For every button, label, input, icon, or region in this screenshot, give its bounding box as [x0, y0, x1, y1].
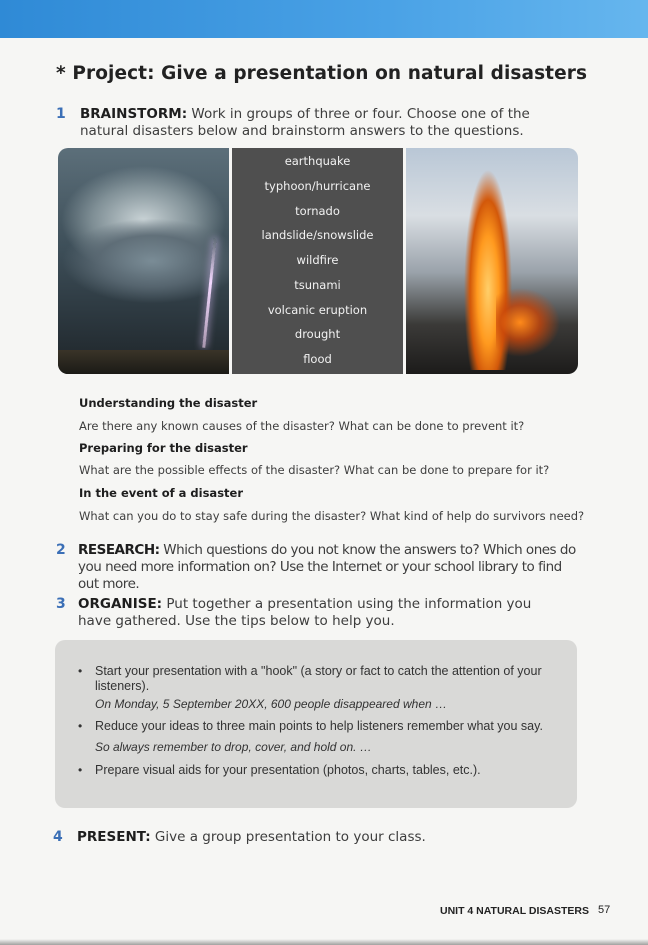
tip-example: On Monday, 5 September 20XX, 600 people disappeared when … [95, 697, 448, 711]
step-1-body: Work in groups of three or four. Choose one of the natural disasters below and brainstorm answers to the questions. [80, 106, 530, 139]
step-4-body: Give a group presentation to your class. [150, 829, 426, 845]
bullet-icon: • [78, 719, 83, 733]
tip-item [78, 719, 571, 734]
step-2-body: Which questions do you not know the answers to? Which ones do you need more information on? Use the Internet or your school library to find out more. [78, 542, 576, 592]
storm-ground [58, 350, 229, 374]
step-3-text [78, 596, 568, 630]
bullet-icon: • [78, 763, 83, 777]
lightning-bolt [202, 238, 216, 348]
disaster-item: drought [294, 327, 341, 342]
disaster-item: flood [303, 352, 332, 366]
tip-text: Prepare visual aids for your presentation (photos, charts, tables, etc.). [95, 763, 481, 777]
question-heading: Understanding the disaster [79, 396, 258, 410]
step-1-text [80, 106, 570, 140]
question-text: Are there any known causes of the disaster? What can be done to prevent it? [79, 419, 525, 433]
lava-flow [496, 288, 576, 374]
step-4-text [77, 829, 567, 846]
step-2-text [78, 542, 578, 593]
step-3-number: 3 [56, 596, 66, 612]
bottom-edge [0, 939, 648, 945]
page-number: 57 [598, 904, 611, 916]
step-2-number: 2 [56, 542, 66, 558]
disaster-item: tsunami [294, 277, 341, 292]
bullet-icon: • [78, 664, 83, 678]
tip-text: Start your presentation with a "hook" (a story or fact to catch the attention of your listeners). [95, 664, 542, 693]
disaster-item: wildfire [296, 253, 339, 267]
disaster-item: volcanic eruption [267, 302, 368, 317]
storm-photo [58, 148, 229, 374]
question-text: What are the possible effects of the disaster? What can be done to prepare for it? [79, 463, 550, 477]
page-title: * Project: Give a presentation on natural disasters [56, 63, 588, 84]
volcano-photo [406, 148, 578, 374]
top-banner [0, 0, 648, 38]
disaster-list [232, 148, 403, 374]
tip-item [78, 763, 571, 778]
question-heading: Preparing for the disaster [79, 441, 248, 455]
step-3-body: Put together a presentation using the information you have gathered. Use the tips below to help you. [78, 596, 532, 629]
tip-example: So always remember to drop, cover, and hold on. … [95, 740, 372, 754]
disaster-images [58, 148, 578, 374]
question-text: What can you do to stay safe during the disaster? What kind of help do survivors need? [79, 509, 585, 523]
footer-unit-label: UNIT 4 NATURAL DISASTERS [440, 905, 589, 917]
tip-item [78, 664, 571, 694]
step-4-label: PRESENT: [77, 829, 151, 845]
question-heading: In the event of a disaster [79, 486, 244, 500]
step-1-label: BRAINSTORM: [80, 106, 188, 122]
disaster-item: typhoon/hurricane [264, 178, 371, 193]
disaster-item: tornado [295, 203, 340, 218]
step-4-number: 4 [53, 829, 63, 845]
disaster-item: earthquake [284, 154, 351, 168]
step-3-label: ORGANISE: [78, 596, 163, 612]
tips-box [55, 640, 577, 808]
step-2-label: RESEARCH: [78, 542, 160, 558]
step-1-number: 1 [56, 106, 66, 122]
tip-text: Reduce your ideas to three main points to help listeners remember what you say. [95, 719, 543, 733]
disaster-item: landslide/snowslide [261, 228, 374, 243]
